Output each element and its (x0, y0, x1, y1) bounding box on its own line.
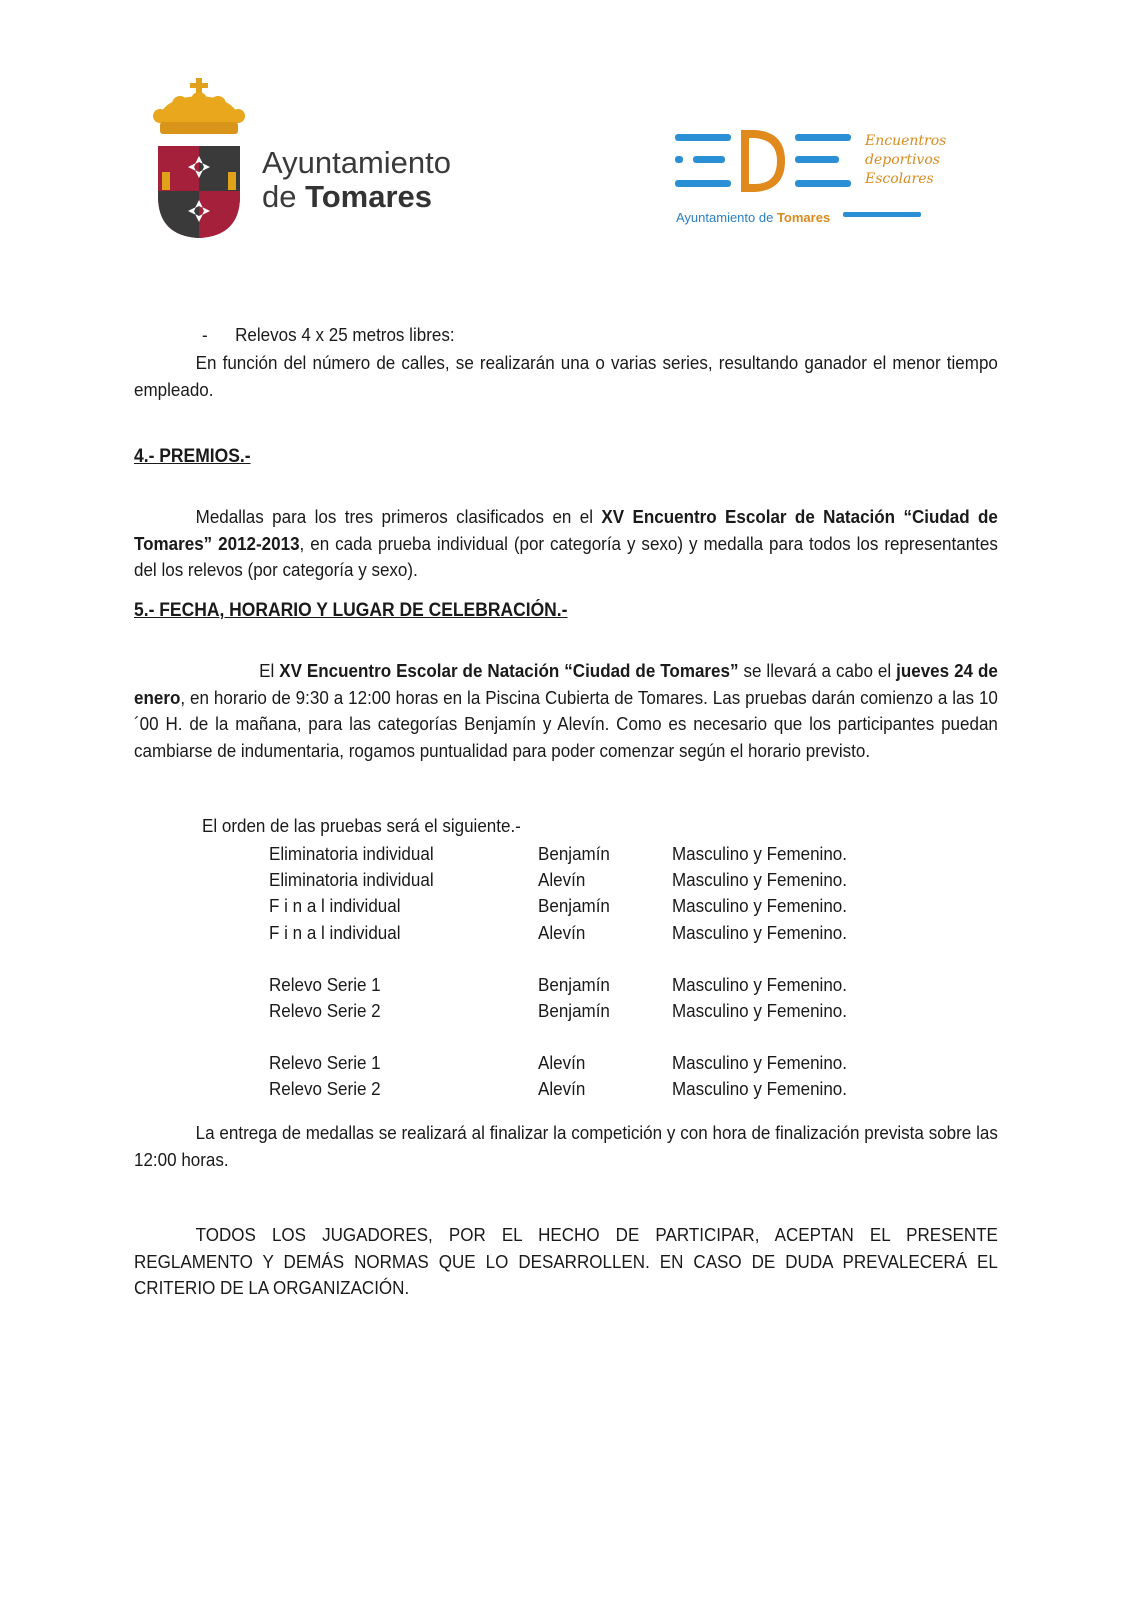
schedule-event: F i n a l individual (269, 895, 401, 917)
schedule-event: Eliminatoria individual (269, 869, 434, 891)
schedule-category: Alevín (538, 921, 586, 943)
ayuntamiento-line1: Ayuntamiento (262, 145, 451, 180)
schedule-category: Alevín (538, 869, 586, 891)
date-bold-1: XV Encuentro Escolar de Natación “Ciudad de Tomares” (279, 660, 739, 681)
date-paragraph (134, 658, 998, 764)
date-heading: 5.- FECHA, HORARIO Y LUGAR DE CELEBRACIÓN.- (134, 600, 568, 621)
prizes-bold-1: XV Encuentro Escolar de Natación “Ciudad de Tomares” 2012-2013 (134, 506, 998, 554)
relay-title: Relevos 4 x 25 metros libres: (235, 324, 455, 345)
date-bold-2: jueves 24 de enero (134, 660, 998, 708)
schedule-gender: Masculino y Femenino. (672, 843, 848, 864)
schedule-title: El orden de las pruebas será el siguiente.- (202, 815, 521, 836)
prizes-text-2: , en cada prueba individual (por categoría y sexo) y medalla para todos los representantes del los relevos (por categoría y sexo). (134, 532, 998, 580)
schedule-category: Alevín (538, 1052, 586, 1074)
ede-tagline-line3: Escolares (865, 171, 934, 187)
date-text-1: El (259, 660, 280, 681)
ede-subtitle (676, 210, 830, 225)
schedule-event: Relevo Serie 1 (269, 973, 381, 995)
schedule-event: Relevo Serie 1 (269, 1052, 381, 1074)
medals-paragraph: La entrega de medallas se realizará al finalizar la competición y con hora de finalización prevista sobre las 12:00 horas. (134, 1122, 998, 1170)
schedule-gender: Masculino y Femenino. (672, 895, 848, 917)
ayuntamiento-line2-bold: Tomares (305, 179, 433, 214)
ede-tagline-line1: Encuentros (865, 133, 947, 149)
closing-paragraph: TODOS LOS JUGADORES, POR EL HECHO DE PARTICIPAR, ACEPTAN EL PRESENTE REGLAMENTO Y DEMÁS NORMAS QUE LO DESARROLLEN. EN CASO DE DUDA PREVALECERÁ EL CRITERIO DE LA ORGANIZACIÓN. (134, 1224, 998, 1298)
schedule-event: Relevo Serie 2 (269, 999, 381, 1021)
ayuntamiento-name (262, 146, 451, 214)
schedule-event: Relevo Serie 2 (269, 1078, 381, 1100)
schedule-category: Benjamín (538, 999, 610, 1021)
ede-tagline (865, 132, 946, 189)
relay-dash: - (202, 324, 208, 345)
schedule-category: Benjamín (538, 843, 610, 864)
date-text-2: se llevará a cabo el (738, 660, 897, 681)
ede-tagline-line2: deportivos (865, 152, 940, 168)
schedule-category: Benjamín (538, 895, 610, 917)
ayuntamiento-line2-prefix: de (262, 179, 306, 214)
schedule-gender: Masculino y Femenino. (672, 921, 848, 943)
schedule-event: F i n a l individual (269, 921, 401, 943)
ede-subtitle-bold: Tomares (776, 210, 831, 225)
schedule-gender: Masculino y Femenino. (672, 973, 848, 995)
schedule-category: Alevín (538, 1078, 586, 1100)
schedule-gender: Masculino y Femenino. (672, 1078, 848, 1100)
relay-description: En función del número de calles, se realizarán una o varias series, resultando ganador el menor tiempo empleado. (134, 352, 998, 400)
schedule-gender: Masculino y Femenino. (672, 1052, 848, 1074)
prizes-heading: 4.- PREMIOS.- (134, 446, 251, 467)
ede-subtitle-prefix: Ayuntamiento de (676, 210, 777, 225)
schedule-category: Benjamín (538, 973, 610, 995)
tomares-crest-logo (150, 78, 250, 248)
prizes-paragraph (134, 504, 998, 584)
schedule-gender: Masculino y Femenino. (672, 999, 848, 1021)
schedule-gender: Masculino y Femenino. (672, 869, 848, 891)
prizes-text-1: Medallas para los tres primeros clasificados en el (195, 506, 602, 527)
schedule-event: Eliminatoria individual (269, 843, 434, 864)
date-text-3: , en horario de 9:30 a 12:00 horas en la Piscina Cubierta de Tomares. Las pruebas darán comienzo a las 10´00 H. de la mañana, para las categorías Benjamín y Alevín. Como es necesario que los participantes puedan cambiarse de indumentaria, rogamos puntualidad para poder comenzar según el horario previsto. (134, 686, 998, 761)
relay-item (202, 324, 455, 346)
